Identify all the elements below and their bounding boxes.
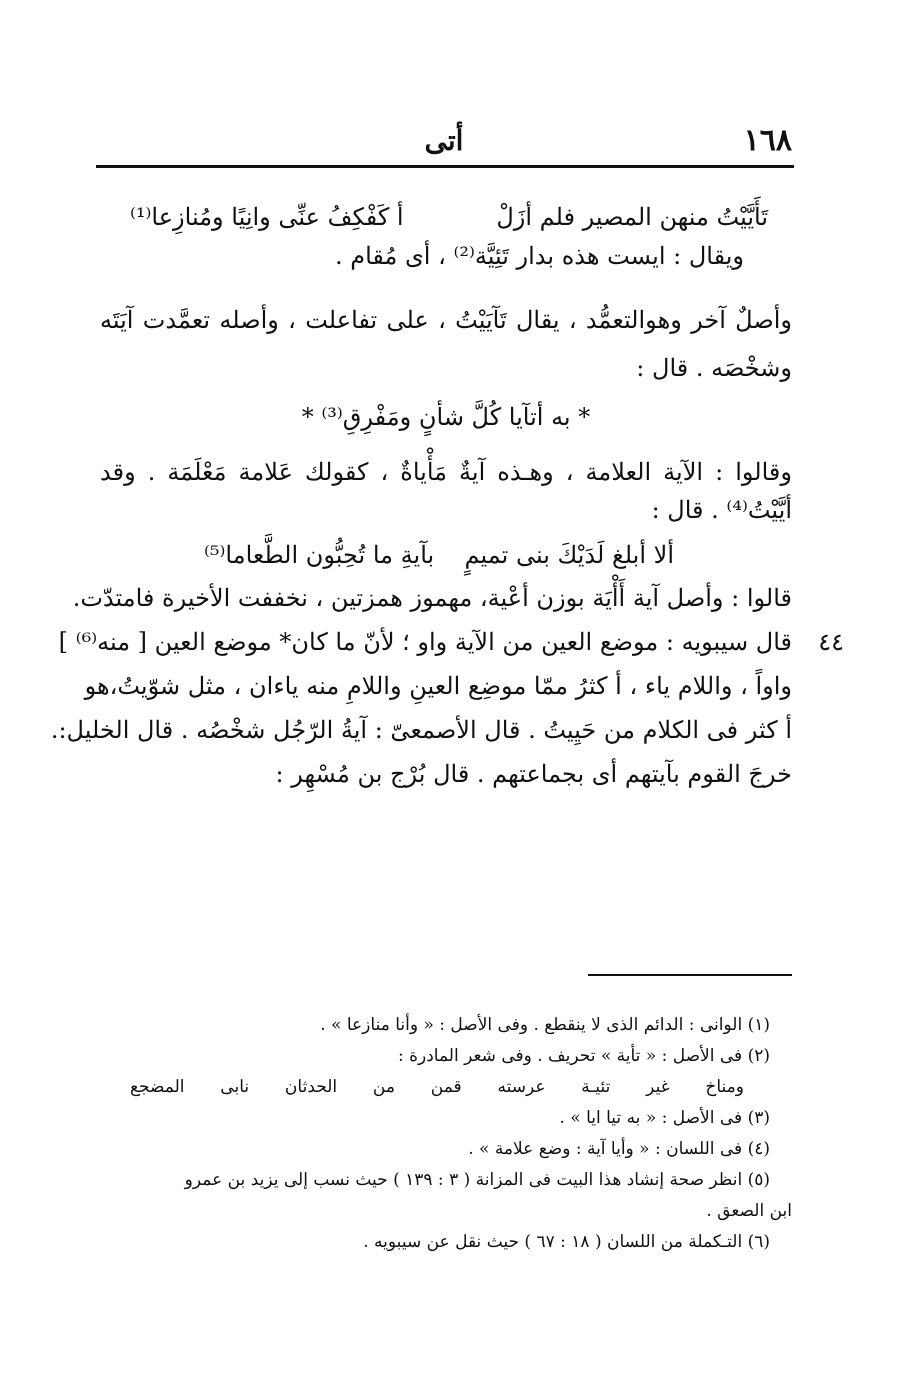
verse-1-hemistich-left: أ كَفْكِفُ عنِّى وانِيًا ومُنازِعا⁽¹⁾ bbox=[130, 203, 404, 231]
verse-3-hemistich-left: بآيةِ ما تُحِبُّون الطَّعاما⁽⁵⁾ bbox=[204, 541, 435, 569]
main-text bbox=[50, 185, 844, 793]
footnote-3: (٣) فى الأصل : « به تيا ايا » . bbox=[559, 1108, 770, 1128]
verse-3-hemistich-right: ألا أبلغ لَدَيْكَ بنى تميمٍ bbox=[464, 541, 674, 569]
verse-3 bbox=[100, 535, 792, 575]
page-header bbox=[96, 118, 792, 162]
text-line-9: واواً ، واللام ياء ، أ كثرُ ممّا موضِع العينِ واللامِ منه ياءان ، مثل شوّيتُ،هو bbox=[84, 672, 792, 700]
footnote-rule bbox=[588, 974, 792, 976]
text-line-11: خرجَ القوم بآيتهم أى بجماعتهم . قال بُرْج بن مُسْهِر : bbox=[275, 760, 792, 788]
footnote-4: (٤) فى اللسان : « وأيا آية : وضع علامة » . bbox=[468, 1139, 770, 1159]
running-head: أتى bbox=[424, 123, 464, 157]
text-line-6: أيَّيْتُ⁽⁴⁾ . قال : bbox=[651, 496, 792, 524]
footnotes bbox=[100, 1010, 792, 1258]
footnote-2-verse: ومناخ غير تئيـة عرسته قمن من الحدثان نابى المضجع bbox=[130, 1077, 744, 1097]
paragraph-number: ٤٤ bbox=[818, 628, 844, 656]
text-line-8: قال سيبويه : موضع العين من الآية واو ؛ لأنّ ما كان* موضع العين [ منه⁽⁶⁾ ] bbox=[58, 628, 792, 656]
header-rule bbox=[96, 165, 794, 168]
text-line-4: وشخْصَه . قال : bbox=[636, 354, 792, 382]
text-line-5: وقالوا : الآية العلامة ، وهـذه آيةٌ مَأْياةٌ ، كقولك عَلامة مَعْلَمَة . وقد bbox=[100, 458, 792, 486]
text-line-10: أ كثر فى الكلام من حَيِيتُ . قال الأصمعىّ : آيةُ الرّجُل شخْصُه . قال الخليل:. bbox=[50, 716, 792, 744]
footnote-6: (٦) التـكملة من اللسان ( ١٨ : ٦٧ ) حيث نقل عن سيبويه . bbox=[363, 1232, 770, 1252]
text-line-2: ويقال : ايست هذه بدار تَئِيَّة⁽²⁾ ، أى مُقام . bbox=[334, 242, 744, 270]
page-number: ١٦٨ bbox=[743, 122, 792, 158]
verse-2: * به أتآيا كُلَّ شأنٍ ومَفْرِقِ⁽³⁾ * bbox=[301, 403, 591, 431]
footnote-5: (٥) انظر صحة إنشاد هذا البيت فى المزانة ( ٣ : ١٣٩ ) حيث نسب إلى يزيد بن عمرو bbox=[184, 1170, 770, 1190]
footnote-2: (٢) فى الأصل : « تأية » تحريف . وفى شعر المادرة : bbox=[397, 1046, 770, 1066]
text-line-7: قالوا : وأصل آية أَأْيَة بوزن أعْية، مهموز همزتين ، نخففت الأخيرة فامتدّت. bbox=[72, 584, 792, 612]
footnote-1: (١) الوانى : الدائم الذى لا ينقطع . وفى الأصل : « وأنا منازعا » . bbox=[320, 1015, 770, 1035]
verse-1 bbox=[100, 197, 792, 237]
verse-1-hemistich-right: تَأَيَّيْتُ منهن المصير فلم أزَلْ bbox=[496, 203, 768, 231]
footnote-5-continuation: ابن الصعق . bbox=[706, 1201, 792, 1221]
text-line-3: وأصلٌ آخر وهوالتعمُّد ، يقال تَآيَيْتُ ، على تفاعلت ، وأصله تعمَّدت آيَتَه bbox=[100, 306, 792, 334]
